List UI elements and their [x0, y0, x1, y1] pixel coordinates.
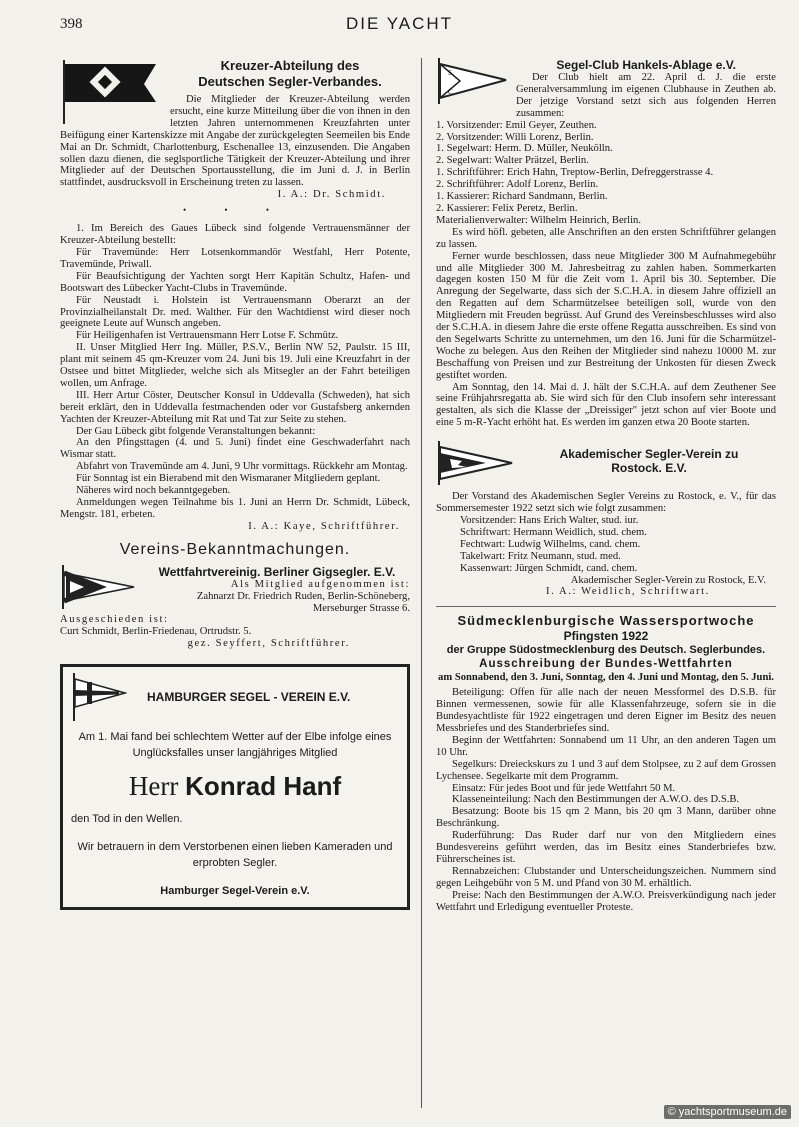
sued-item: Klasseneinteilung: Nach den Bestimmungen der A.W.O. des D.S.B. — [452, 794, 740, 806]
kreuzer-p8: Der Gau Lübeck gibt folgende Veranstaltungen bekannt: — [76, 425, 316, 437]
kreuzer-p9: An den Pfingsttagen (4. und 5. Juni) findet eine Geschwaderfahrt nach Wismar statt. — [60, 437, 410, 461]
gigsegler-sign: gez. Seyffert, Schriftführer. — [187, 638, 350, 650]
section-rule — [436, 606, 776, 607]
rostock-member: Fechtwart: Ludwig Wilhelms, cand. chem. — [460, 538, 641, 550]
sued-title-3: der Gruppe Südostmecklenburg des Deutsch. Seglerbundes. — [446, 644, 766, 657]
kreuzer-p4: Für Neustadt i. Holstein ist Vertrauensmann Oberarzt an der Provinzialheilanstalt Dr. med. Walther. Für den Wachtdienst wird dieser noch geeignete Leute auf Wunsch angeben. — [60, 294, 410, 330]
sued-item: Einsatz: Für jedes Boot und für jede Wettfahrt 50 M. — [452, 782, 676, 794]
notice-herr: Herr — [128, 771, 179, 802]
rostock-title-1: Akademischer Segler-Verein zu — [559, 447, 739, 462]
kreuzer-p13: Anmeldungen wegen Teilnahme bis 1. Juni an Herrn Dr. Schmidt, Lübeck, Mengstr. 181, erbeten. — [60, 497, 410, 520]
sued-date: am Sonnabend, den 3. Juni, Sonntag, den 4. Juni und Montag, den 5. Juni. — [438, 672, 774, 684]
kreuzer-p11: Für Sonntag ist ein Bierabend mit den Wismaraner Mitgliedern geplant. — [76, 473, 381, 485]
sued-title-1: Südmecklenburgische Wassersportwoche — [457, 613, 755, 629]
rostock-flag-icon — [436, 441, 514, 485]
kreuzer-p6: II. Unser Mitglied Herr Ing. Müller, P.S.V., Berlin NW 52, Paulstr. 15 III, plant mit seinem 45 qm-Kreuzer vom 24. Juni bis 19. Juli eine Kreuzfahrt in der Ostsee und bittet Mitglieder, welche sich als Mitsegler an der Fahrt beteiligen wollen, um Anfrage. — [60, 342, 410, 389]
sued-item: Ruderführung: Das Ruder darf nur von den Mitgliedern eines Bundesvereins geführt werden, das im Besitz eines Standerbriefes bzw. Führerscheines ist. — [436, 830, 776, 865]
svg-text:C: C — [448, 88, 453, 96]
hankel-intro: Der Club hielt am 22. April d. J. die erste Generalversammlung im eigenen Clubhause in Zeuthen ab. Der jetzige Vorstand setzt sich aus folgenden Herren zusammen: — [516, 72, 776, 119]
gigsegler-title: Wettfahrtvereinig. Berliner Gigsegler. E.V. — [158, 564, 396, 579]
gigsegler-line-1: Als Mitglied aufgenommen ist: — [230, 578, 410, 590]
hankel-member: 2. Kassierer: Felix Peretz, Berlin. — [436, 202, 578, 214]
notice-text-3: Wir betrauern in dem Verstorbenen einen lieben Kameraden und erprobten Segler. — [77, 841, 393, 870]
hankel-member-list — [436, 120, 776, 227]
sued-title-2: Pfingsten 1922 — [563, 629, 649, 644]
gigsegler-line-2: Zahnarzt Dr. Friedrich Ruden, Berlin-Schöneberg, Merseburger Strasse 6. — [196, 590, 410, 614]
rostock-member: Schriftwart: Hermann Weidlich, stud. chem. — [460, 526, 647, 538]
hankel-member: 1. Vorsitzender: Emil Geyer, Zeuthen. — [436, 119, 597, 131]
notice-sign: Hamburger Segel-Verein e.V. — [160, 885, 310, 898]
sued-item: Beginn der Wettfahrten: Sonnabend um 11 Uhr, an den anderen Tagen um 10 Uhr. — [436, 734, 776, 758]
gigsegler-line-4: Curt Schmidt, Berlin-Friedenau, Ortrudstr. 5. — [60, 626, 252, 638]
column-divider — [421, 58, 422, 1108]
hankel-p3: Am Sonntag, den 14. Mai d. J. hält der S.C.H.A. auf dem Zeuthener See seine Frühjahrsregatta ab. Sie wird sich für den Club insofern sehr interessant gestalten, als sich die Klasse der „Dreissiger" jetzt schon auf vier Boote und eine 5 m-R-Yacht erhöht hat. Es werden im ganzen etwa 20 Boote starten. — [436, 381, 776, 429]
sued-item: Besatzung: Boote bis 15 qm 2 Mann, bis 20 qm 3 Mann, darüber ohne Beschränkung. — [436, 806, 776, 830]
kreuzer-p10: Abfahrt von Travemünde am 4. Juni, 9 Uhr vormittags. Rückkehr am Montag. — [76, 461, 408, 473]
kreuzer-p7: III. Herr Artur Cöster, Deutscher Konsul in Uddevalla (Schweden), hat sich bereit erklärt, den in Uddevalla festmachenden oder vor Gustafsberg ankernden Yachten der Kreuzer-Abteilung mit Rat und Tat zur Seite zu stehen. — [60, 389, 410, 425]
gigsegler-line-3: Ausgeschieden ist: — [60, 614, 169, 626]
sued-item: Segelkurs: Dreieckskurs zu 1 und 3 auf dem Stolpsee, zu 2 auf dem Grossen Lychensee. Segelkarte mit dem Programm. — [436, 758, 776, 782]
kreuzer-sign: I. A.: Dr. Schmidt. — [277, 189, 386, 201]
hankel-p2: Ferner wurde beschlossen, dass neue Mitglieder 300 M Aufnahmegebühr und alle Mitglieder 300 M. Jahresbeitrag zu zahlen haben. Sommerkarten dagegen kosten 150 M für die Zeit vom 1. April bis 30. September. Die Anregung der Segelwarte, dass sich der S.C.H.A. in diesem Jahre offiziell an den Regatten auf dem Scharmützelsee beteiligen soll, wurde von den Mitgliedern mit Freuden begrüsst. Auf Grund des Vereinsbeschlusses wird also der S.C.H.A. in diesem Jahre die erste offene Regatta ausschreiben. Es sind von den Segelwarts Schritte zu unternehmen, um den 16. Juni für die Scharmützel-Woche zu belegen. Aus den Reihen der Mitglieder sind nahezu 10000 M. zur Beschaffung von Preisen und zur Bestreitung der Unkosten für diesen Zweck gestiftet worden. — [436, 250, 776, 381]
rostock-member: Takelwart: Fritz Neumann, stud. med. — [460, 550, 621, 562]
hankel-p1: Es wird höfl. gebeten, alle Anschriften an den ersten Schriftführer gelangen zu lassen. — [436, 226, 776, 250]
page-number: 398 — [60, 16, 83, 32]
kreuzer-p1: 1. Im Bereich des Gaues Lübeck sind folgende Vertrauensmänner der Kreuzer-Abteilung bestellt: — [60, 223, 410, 247]
kreuzer-p12: Näheres wird noch bekanntgegeben. — [76, 485, 231, 497]
kreuzer-p3: Für Beaufsichtigung der Yachten sorgt Herr Kapitän Schultz, Hafen- und Bootswart des Lübecker Yacht-Clubs in Travemünde. — [60, 270, 410, 294]
rostock-sign-1: Akademischer Segler-Verein zu Rostock, E.V. — [570, 574, 766, 586]
rostock-intro: Der Vorstand des Akademischen Segler Vereins zu Rostock, e. V., für das Sommersemester 1922 setzt sich wie folgt zusammen: — [436, 491, 776, 515]
hankel-member: 1. Kassierer: Richard Sandmann, Berlin. — [436, 191, 608, 203]
sued-item: Rennabzeichen: Clubstander und Unterscheidungszeichen. Nummern sind gegen Leihgebühr von 5 M. und Pfand von 30 M. erhältlich. — [436, 865, 776, 889]
hankel-member: 1. Segelwart: Herm. D. Müller, Neukölln. — [436, 143, 613, 155]
sued-title-4: Ausschreibung der Bundes-Wettfahrten — [479, 658, 733, 671]
notice-club-name: HAMBURGER SEGEL - VEREIN E.V. — [147, 690, 351, 705]
section-stars: • • • — [183, 205, 287, 216]
kreuzer-sign-2: I. A.: Kaye, Schriftführer. — [248, 520, 400, 532]
rostock-sign-2: I. A.: Weidlich, Schriftwart. — [546, 586, 710, 598]
running-title: DIE YACHT — [345, 14, 454, 33]
hankel-member: 1. Schriftführer: Erich Hahn, Treptow-Berlin, Defreggerstrasse 4. — [436, 167, 714, 179]
hankel-title: Segel-Club Hankels-Ablage e.V. — [556, 58, 736, 72]
right-column — [436, 58, 776, 913]
notice-text-2: den Tod in den Wellen. — [71, 813, 183, 826]
gigsegler-flag-icon — [60, 565, 136, 609]
hankel-member: 2. Vorsitzender: Willi Lorenz, Berlin. — [436, 131, 594, 143]
sued-item-list — [436, 687, 776, 913]
notice-person: Konrad Hanf — [185, 771, 342, 802]
hamburg-flag-icon — [71, 673, 127, 721]
rostock-member: Kassenwart: Jürgen Schmidt, cand. chem. — [460, 562, 638, 574]
left-column — [60, 58, 410, 910]
obituary-notice — [60, 664, 410, 910]
rostock-member: Vorsitzender: Hans Erich Walter, stud. iur. — [460, 515, 639, 526]
sued-item: Beteiligung: Offen für alle nach der neuen Messformel des D.S.B. für Binnen vermessenen, sowie für alle Klassenfahrzeuge, sofern sie in die Bundesyachtliste für 1922 eingetragen und deren Eigner im Besitz des neuen Messbriefes und des Standerbriefes sind. — [436, 687, 776, 734]
notice-name — [71, 771, 399, 801]
vereins-heading: Vereins-Bekanntmachungen. — [119, 540, 351, 558]
kreuzer-title-2: Deutschen Segler-Verbandes. — [198, 74, 382, 89]
hankel-member: Materialienverwalter: Wilhelm Heinrich, Berlin. — [436, 214, 642, 226]
kreuzer-p5: Für Heiligenhafen ist Vertrauensmann Herr Lotse F. Schmütz. — [76, 330, 339, 342]
kreuzer-title-1: Kreuzer-Abteilung des — [220, 58, 360, 73]
svg-text:S: S — [448, 69, 452, 77]
watermark: © yachtsportmuseum.de — [664, 1105, 791, 1119]
hankel-member: 2. Segelwart: Walter Prätzel, Berlin. — [436, 155, 589, 167]
rostock-title-2: Rostock. E.V. — [611, 461, 687, 476]
hankel-member: 2. Schriftführer: Adolf Lorenz, Berlin. — [436, 179, 599, 191]
sued-item: Preise: Nach den Bestimmungen der A.W.O. Preisverkündigung nach jeder Wettfahrt und Erledigung eventueller Proteste. — [436, 889, 776, 913]
rostock-member-list — [436, 515, 776, 575]
notice-text-1: Am 1. Mai fand bei schlechtem Wetter auf der Elbe infolge eines Unglücksfalles unser langjähriges Mitglied — [78, 731, 392, 760]
kreuzer-intro: Die Mitglieder der Kreuzer-Abteilung werden ersucht, eine kurze Mitteilung über die von ihnen in den letzten Jahren unternommenen Kreuzfahrten unter Beifügung einer Kartenskizze mit Angabe der zurückgelegten Seemeilen bis Ende Mai an Dr. Schmidt, Charlottenburg, Eschenallee 13, einzusenden. Die Angaben sollen dazu dienen, die seglsportliche Tätigkeit der Kreuzer-Abteilung und ihrer Mitglieder auf der Deutschen Sportausstellung, die im Juni d. J. in Berlin stattfindet, ausdrucksvoll in Erscheinung treten zu lassen. — [60, 94, 410, 189]
kreuzer-flag-icon — [60, 58, 160, 124]
hankel-flag-icon — [436, 58, 508, 104]
kreuzer-p2: Für Travemünde: Herr Lotsenkommandör Westfahl, Herr Potente, Travemünde, Priwall. — [60, 246, 410, 270]
